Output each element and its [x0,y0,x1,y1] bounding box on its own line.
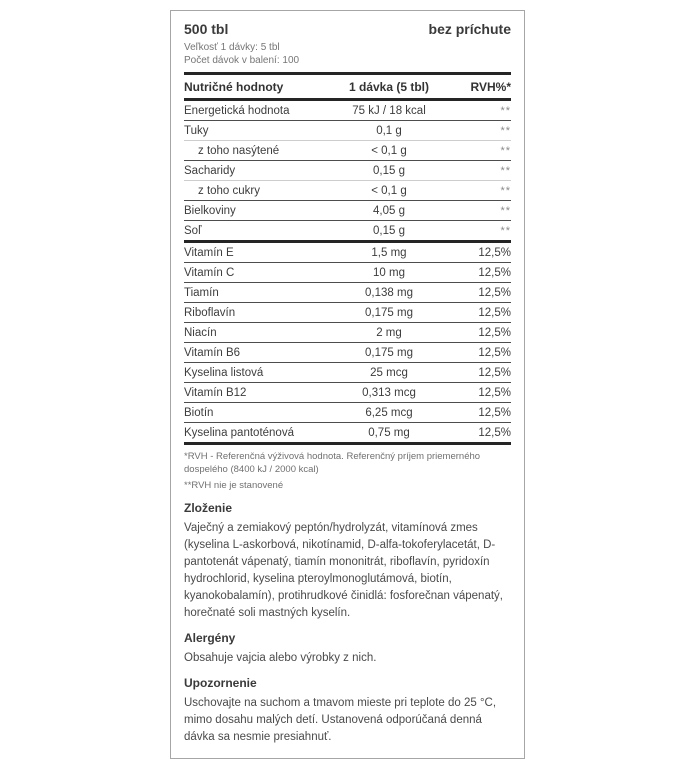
nutrient-name: z toho cukry [184,181,325,201]
serving-size-line: Veľkosť 1 dávky: 5 tbl [184,42,280,53]
table-row [184,343,511,363]
nutrient-rvh: ** [453,221,511,242]
nutrient-value: < 0,1 g [325,181,453,201]
column-header-rvh: RVH%* [453,75,511,100]
footnote-rvh-na: **RVH nie je stanovené [184,480,284,491]
table-row [184,181,511,201]
footnotes [184,450,511,492]
table-row [184,242,511,263]
nutrient-rvh: 12,5% [453,383,511,403]
footnote-rvh: *RVH - Referenčná výživová hodnota. Referenčný príjem priemerného dospelého (8400 kJ / 2000 kcal) [184,451,481,475]
table-row [184,263,511,283]
table-row [184,221,511,242]
table-row [184,161,511,181]
nutrient-rvh: 12,5% [453,263,511,283]
nutrient-rvh: ** [453,100,511,121]
table-row [184,363,511,383]
nutrient-name: Sacharidy [184,161,325,181]
nutrient-rvh: 12,5% [453,283,511,303]
nutrient-value: 0,15 g [325,161,453,181]
nutrient-name: Kyselina listová [184,363,325,383]
nutrient-rvh: 12,5% [453,303,511,323]
nutrient-value: 4,05 g [325,201,453,221]
label-title-row [184,21,511,37]
section-heading-ingredients: Zloženie [184,501,233,515]
table-row [184,423,511,444]
nutrient-name: Vitamín E [184,242,325,263]
serving-info [184,41,511,67]
nutrient-name: Kyselina pantoténová [184,423,325,444]
nutrient-value: 75 kJ / 18 kcal [325,100,453,121]
nutrient-rvh: 12,5% [453,242,511,263]
table-row [184,283,511,303]
nutrient-value: 0,75 mg [325,423,453,444]
nutrient-rvh: ** [453,201,511,221]
nutrient-name: Vitamín B6 [184,343,325,363]
nutrient-value: 0,1 g [325,121,453,141]
nutrient-value: 0,175 mg [325,303,453,323]
table-row [184,201,511,221]
table-row [184,121,511,141]
table-row [184,141,511,161]
nutrient-name: Vitamín C [184,263,325,283]
nutrient-value: 6,25 mcg [325,403,453,423]
table-row [184,383,511,403]
column-header-nutrient: Nutričné hodnoty [184,75,325,100]
section-heading-allergens: Alergény [184,631,236,645]
nutrient-rvh: ** [453,161,511,181]
nutrient-value: 0,15 g [325,221,453,242]
nutrient-rvh: 12,5% [453,423,511,444]
nutrient-name: Tiamín [184,283,325,303]
nutrient-value: 25 mcg [325,363,453,383]
table-row [184,100,511,121]
nutrient-rvh: 12,5% [453,403,511,423]
nutrient-rvh: ** [453,141,511,161]
nutrient-name: Bielkoviny [184,201,325,221]
nutrient-name: Niacín [184,323,325,343]
section-text-warning: Uschovajte na suchom a tmavom mieste pri teplote do 25 °C, mimo dosahu malých detí. Ustanovená odporúčaná denná dávka sa nesmie presiahnuť. [184,697,497,743]
nutrient-rvh: 12,5% [453,323,511,343]
nutrient-name: Vitamín B12 [184,383,325,403]
nutrient-value: 10 mg [325,263,453,283]
nutrient-name: Riboflavín [184,303,325,323]
section-text-allergens: Obsahuje vajcia alebo výrobky z nich. [184,652,377,664]
nutrition-table [184,75,511,445]
nutrient-rvh: 12,5% [453,343,511,363]
nutrient-name: Soľ [184,221,325,242]
table-row [184,323,511,343]
table-row [184,303,511,323]
nutrient-value: 2 mg [325,323,453,343]
nutrition-table-body [184,100,511,444]
nutrition-label [170,10,525,759]
nutrient-rvh: 12,5% [453,363,511,383]
nutrient-name: Energetická hodnota [184,100,325,121]
nutrient-name: z toho nasýtené [184,141,325,161]
servings-per-package-line: Počet dávok v balení: 100 [184,55,300,66]
nutrient-value: < 0,1 g [325,141,453,161]
product-flavor: bez príchute [428,21,511,37]
section-text-ingredients: Vaječný a zemiakový peptón/hydrolyzát, vitamínová zmes (kyselina L-askorbová, nikotínamid, D-alfa-tokoferylacetát, D-pantotenát vápenatý, tiamín mononitrát, riboflavín, pyridoxín hydrochlorid, kyselina pteroylmonoglutámová, biotín, kyanokobalamín), protihrudkové činidlá: fosforečnan vápenatý, horečnaté soli mastných kyselín. [184,522,503,619]
nutrient-value: 0,138 mg [325,283,453,303]
nutrient-rvh: ** [453,181,511,201]
nutrient-value: 0,175 mg [325,343,453,363]
table-row [184,403,511,423]
column-header-serving: 1 dávka (5 tbl) [325,75,453,100]
product-size: 500 tbl [184,21,229,37]
nutrient-value: 0,313 mcg [325,383,453,403]
nutrient-name: Biotín [184,403,325,423]
nutrient-value: 1,5 mg [325,242,453,263]
nutrient-name: Tuky [184,121,325,141]
section-heading-warning: Upozornenie [184,676,257,690]
nutrient-rvh: ** [453,121,511,141]
table-header-row [184,75,511,100]
